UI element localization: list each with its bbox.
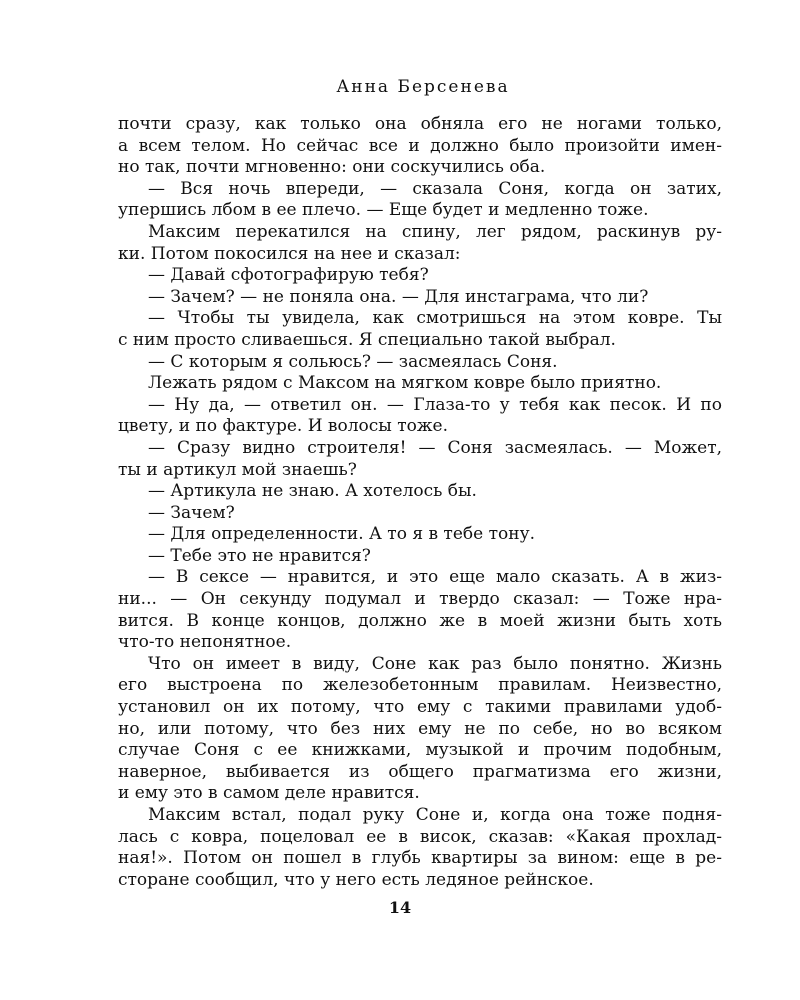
text-line: почти сразу, как только она обняла его не ногами только,: [118, 114, 722, 134]
book-page: [118, 76, 722, 891]
text-line: ная!». Потом он пошел в глубь квартиры за вином: еще в ре-: [118, 848, 722, 869]
text-line: установил он их потому, что ему с такими правилами удоб-: [118, 697, 722, 718]
page-number: 14: [388, 898, 412, 917]
text-line: — Для определенности. А то я в тебе тону.: [148, 524, 535, 545]
text-line: — В сексе — нравится, и это еще мало сказать. А в жиз-: [148, 567, 722, 588]
text-line: — Ну да, — ответил он. — Глаза-то у тебя как песок. И по: [148, 394, 722, 415]
text-line: что-то непонятное.: [118, 632, 292, 653]
text-line: — Сразу видно строителя! — Соня засмеялась. — Может,: [148, 437, 722, 458]
text-line: — Вся ночь впереди, — сказала Соня, когда он затих,: [148, 178, 722, 199]
text-line: Максим перекатился на спину, лег рядом, раскинув ру-: [148, 221, 722, 242]
text-line: сторане сообщил, что у него есть ледяное рейнское.: [118, 869, 594, 890]
text-line: Что он имеет в виду, Соне как раз было понятно. Жизнь: [148, 653, 722, 674]
text-line: но, или потому, что без них ему не по себе, но во всяком: [118, 718, 722, 739]
text-line: Лежать рядом с Максом на мягком ковре было приятно.: [148, 373, 662, 394]
text-line: его выстроена по железобетонным правилам. Неизвестно,: [118, 675, 722, 696]
text-line: — Чтобы ты увидела, как смотришься на этом ковре. Ты: [148, 308, 722, 329]
text-line: ты и артикул мой знаешь?: [118, 459, 357, 480]
text-line: упершись лбом в ее плечо. — Еще будет и медленно тоже.: [118, 200, 649, 221]
text-line: цвету, и по фактуре. И волосы тоже.: [118, 416, 448, 437]
text-line: Максим встал, подал руку Соне и, когда она тоже подня-: [148, 805, 722, 825]
text-line: — Зачем?: [148, 502, 235, 523]
text-line: и ему это в самом деле нравится.: [118, 783, 420, 804]
text-line: случае Соня с ее книжками, музыкой и прочим подобным,: [118, 740, 722, 761]
text-line: ки. Потом покосился на нее и сказал:: [118, 243, 461, 264]
running-head-author: Анна Берсенева: [336, 77, 510, 97]
text-line: наверное, выбивается из общего прагматизма его жизни,: [118, 761, 722, 782]
text-line: — С которым я сольюсь? — засмеялась Соня.: [148, 351, 558, 372]
text-line: — Давай сфотографирую тебя?: [148, 265, 429, 286]
body-text: [118, 114, 722, 891]
text-line: — Артикула не знаю. А хотелось бы.: [148, 481, 477, 502]
text-line: вится. В конце концов, должно же в моей жизни быть хоть: [118, 610, 722, 631]
text-line: лась с ковра, поцеловал ее в висок, сказав: «Какая прохлад-: [118, 826, 722, 847]
text-line: — Зачем? — не поняла она. — Для инстаграма, что ли?: [148, 286, 649, 307]
text-line: — Тебе это не нравится?: [148, 545, 371, 566]
text-line: с ним просто сливаешься. Я специально такой выбрал.: [118, 329, 616, 350]
text-line: но так, почти мгновенно: они соскучились оба.: [118, 157, 546, 178]
text-line: а всем телом. Но сейчас все и должно было произойти имен-: [118, 135, 722, 156]
text-line: ни... — Он секунду подумал и твердо сказал: — Тоже нра-: [118, 589, 722, 610]
